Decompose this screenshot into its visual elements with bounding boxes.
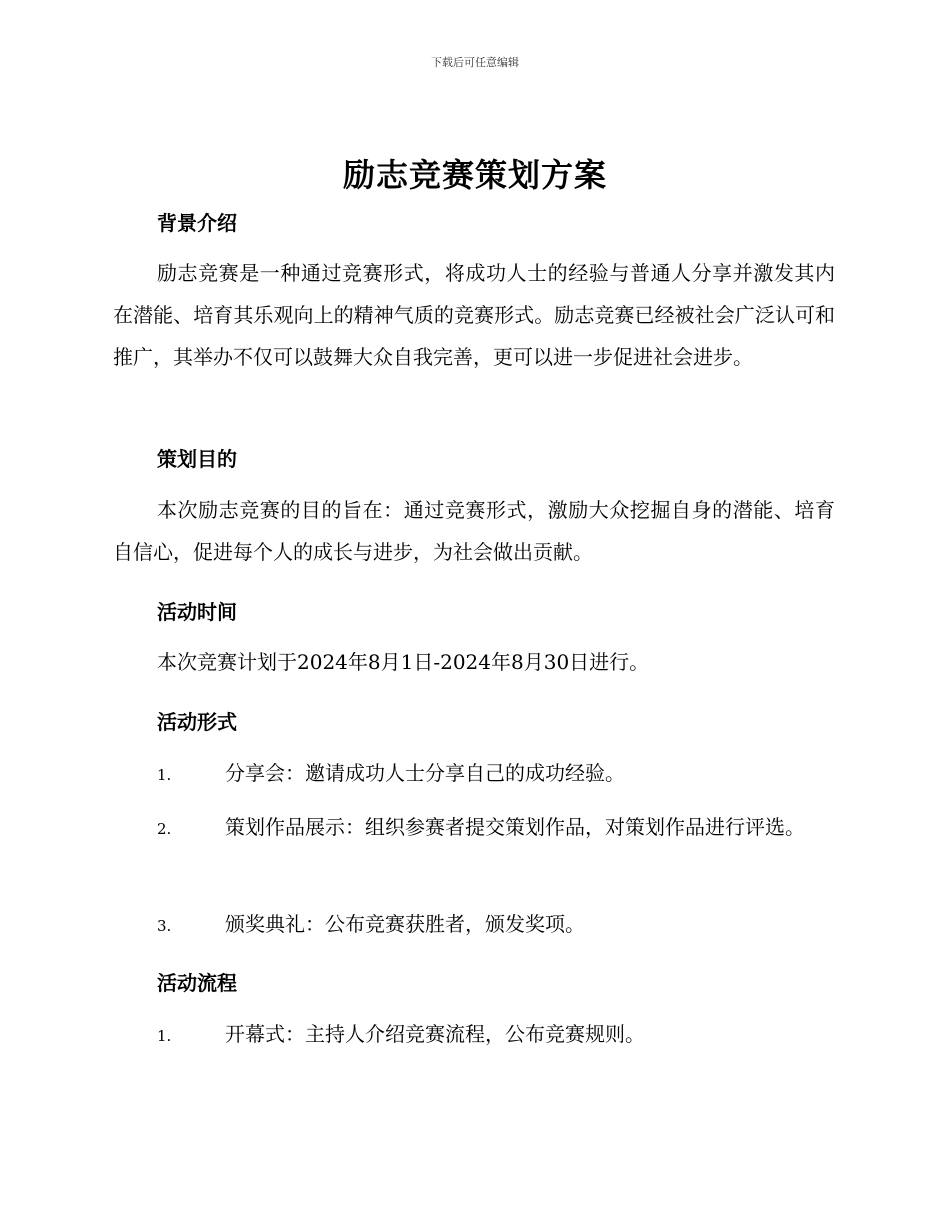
list-item-number: 1. (157, 766, 172, 784)
list-item-text: 颁奖典礼：公布竞赛获胜者，颁发奖项。 (225, 912, 585, 936)
header-note: 下载后可任意编辑 (431, 56, 519, 69)
section-paragraph-background: 励志竞赛是一种通过竞赛形式，将成功人士的经验与普通人分享并激发其内在潜能、培育其乐观向上的精神气质的竞赛形式。励志竞赛已经被社会广泛认可和推广，其举办不仅可以鼓舞大众自我完善，更可以进一步促进社会进步。 (113, 261, 835, 369)
list-item-text: 分享会：邀请成功人士分享自己的成功经验。 (225, 761, 625, 785)
list-item (113, 903, 835, 945)
list-item-text: 策划作品展示：组织参赛者提交策划作品，对策划作品进行评选。 (225, 815, 805, 839)
list-item (113, 752, 835, 794)
list-item-number: 2. (157, 820, 172, 838)
section-heading-format: 活动形式 (157, 710, 237, 734)
list-item-number: 3. (157, 917, 172, 935)
section-heading-process: 活动流程 (157, 971, 237, 995)
section-heading-background: 背景介绍 (157, 211, 237, 235)
document-title: 励志竞赛策划方案 (342, 156, 607, 194)
section-heading-purpose: 策划目的 (157, 447, 237, 471)
section-heading-time: 活动时间 (157, 600, 237, 624)
list-item (113, 1013, 835, 1055)
list-item-text: 开幕式：主持人介绍竞赛流程，公布竞赛规则。 (225, 1022, 645, 1046)
list-item (113, 806, 835, 848)
section-paragraph-time: 本次竞赛计划于2024年8月1日-2024年8月30日进行。 (157, 650, 650, 674)
list-item-number: 1. (157, 1027, 172, 1045)
section-paragraph-purpose: 本次励志竞赛的目的旨在：通过竞赛形式，激励大众挖掘自身的潜能、培育自信心，促进每个人的成长与进步，为社会做出贡献。 (113, 498, 835, 564)
